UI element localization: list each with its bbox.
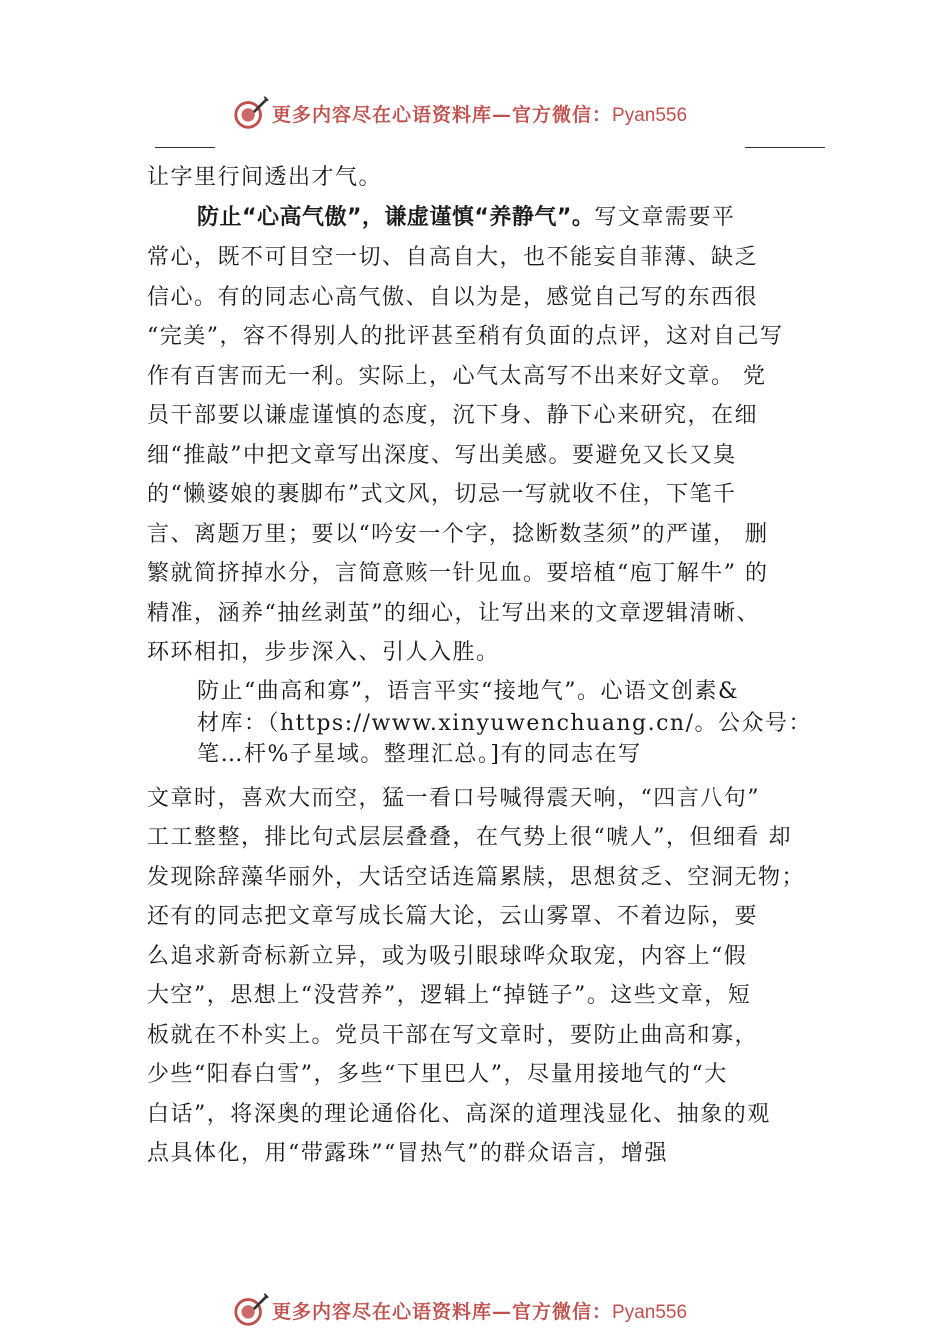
header-banner-cn: 更多内容尽在心语资料库—官方微信： xyxy=(272,103,613,126)
footer-banner xyxy=(232,1290,687,1330)
pen-logo-icon xyxy=(232,94,270,132)
text-line: 细“推敲”中把文章写出深度、写出美感。要避免又长又臭 xyxy=(147,443,737,468)
text-line: 大空”，思想上“没营养”，逻辑上“掉链子”。这些文章，短 xyxy=(147,983,752,1008)
header-rule-left xyxy=(155,147,215,148)
text-line: 材库：（https://www.xinyuwenchuang.cn/。公众号： xyxy=(197,711,812,736)
paragraph-heading-line xyxy=(197,203,735,233)
text-line: 么追求新奇标新立异，或为吸引眼球哗众取宠，内容上“假 xyxy=(147,944,748,969)
text-line: 让字里行间透出才气。 xyxy=(147,165,383,190)
text-line: 点具体化，用“带露珠”“冒热气”的群众语言，增强 xyxy=(147,1141,668,1166)
text-line: 的“懒婆娘的裹脚布”式文风，切忌一写就收不住，下笔千 xyxy=(147,482,737,507)
footer-banner-wechat-id: Pyan556 xyxy=(612,1301,688,1323)
paragraph-heading: 防止“心高气傲”，谦虚谨慎“养静气”。 xyxy=(197,205,595,230)
pen-logo-icon xyxy=(232,1291,270,1329)
text-line: 员干部要以谦虚谨慎的态度，沉下身、静下心来研究，在细 xyxy=(147,403,759,428)
text-line: 作有百害而无一利。实际上，心气太高写不出来好文章。 党 xyxy=(147,364,767,389)
text-line: 繁就简挤掉水分，言简意赅一针见血。要培植“庖丁解牛” 的 xyxy=(147,561,769,586)
footer-banner-cn: 更多内容尽在心语资料库—官方微信： xyxy=(272,1300,613,1323)
text-line: 环环相扣，步步深入、引人入胜。 xyxy=(147,640,500,665)
text-line: “完美”，容不得别人的批评甚至稍有负面的点评，这对自己写 xyxy=(147,324,784,349)
text-line: 防止“曲高和寡”，语言平实“接地气”。心语文创素& xyxy=(197,679,740,704)
page-header xyxy=(0,85,950,145)
text-line: 常心，既不可目空一切、自高自大，也不能妄自菲薄、缺乏 xyxy=(147,245,759,270)
text-line: 笔…杆%子星域。整理汇总。]有的同志在写 xyxy=(197,742,642,767)
text-line: 写文章需要平 xyxy=(594,205,736,230)
text-line: 文章时，喜欢大而空，猛一看口号喊得震天响，“四言八句” xyxy=(147,786,760,811)
header-rule-right xyxy=(745,147,825,148)
text-line: 还有的同志把文章写成长篇大论，云山雾罩、不着边际，要 xyxy=(147,904,759,929)
text-line: 发现除辞藻华丽外，大话空话连篇累牍，思想贫乏、空洞无物； xyxy=(147,865,806,890)
page-footer xyxy=(0,1282,950,1342)
text-line: 少些“阳春白雪”，多些“下里巴人”，尽量用接地气的“大 xyxy=(147,1062,728,1087)
text-line: 精准，涵养“抽丝剥茧”的细心，让写出来的文章逻辑清晰、 xyxy=(147,601,760,626)
text-line: 言、离题万里；要以“吟安一个字，捻断数茎须”的严谨， 删 xyxy=(147,522,769,547)
text-line: 白话”，将深奥的理论通俗化、高深的道理浅显化、抽象的观 xyxy=(147,1102,771,1127)
text-line: 板就在不朴实上。党员干部在写文章时，要防止曲高和寡， xyxy=(147,1023,759,1048)
header-banner-wechat-id: Pyan556 xyxy=(612,104,688,126)
text-line: 工工整整，排比句式层层叠叠，在气势上很“唬人”，但细看 却 xyxy=(147,825,792,850)
header-banner xyxy=(232,93,687,133)
text-line: 信心。有的同志心高气傲、自以为是，感觉自己写的东西很 xyxy=(147,285,759,310)
